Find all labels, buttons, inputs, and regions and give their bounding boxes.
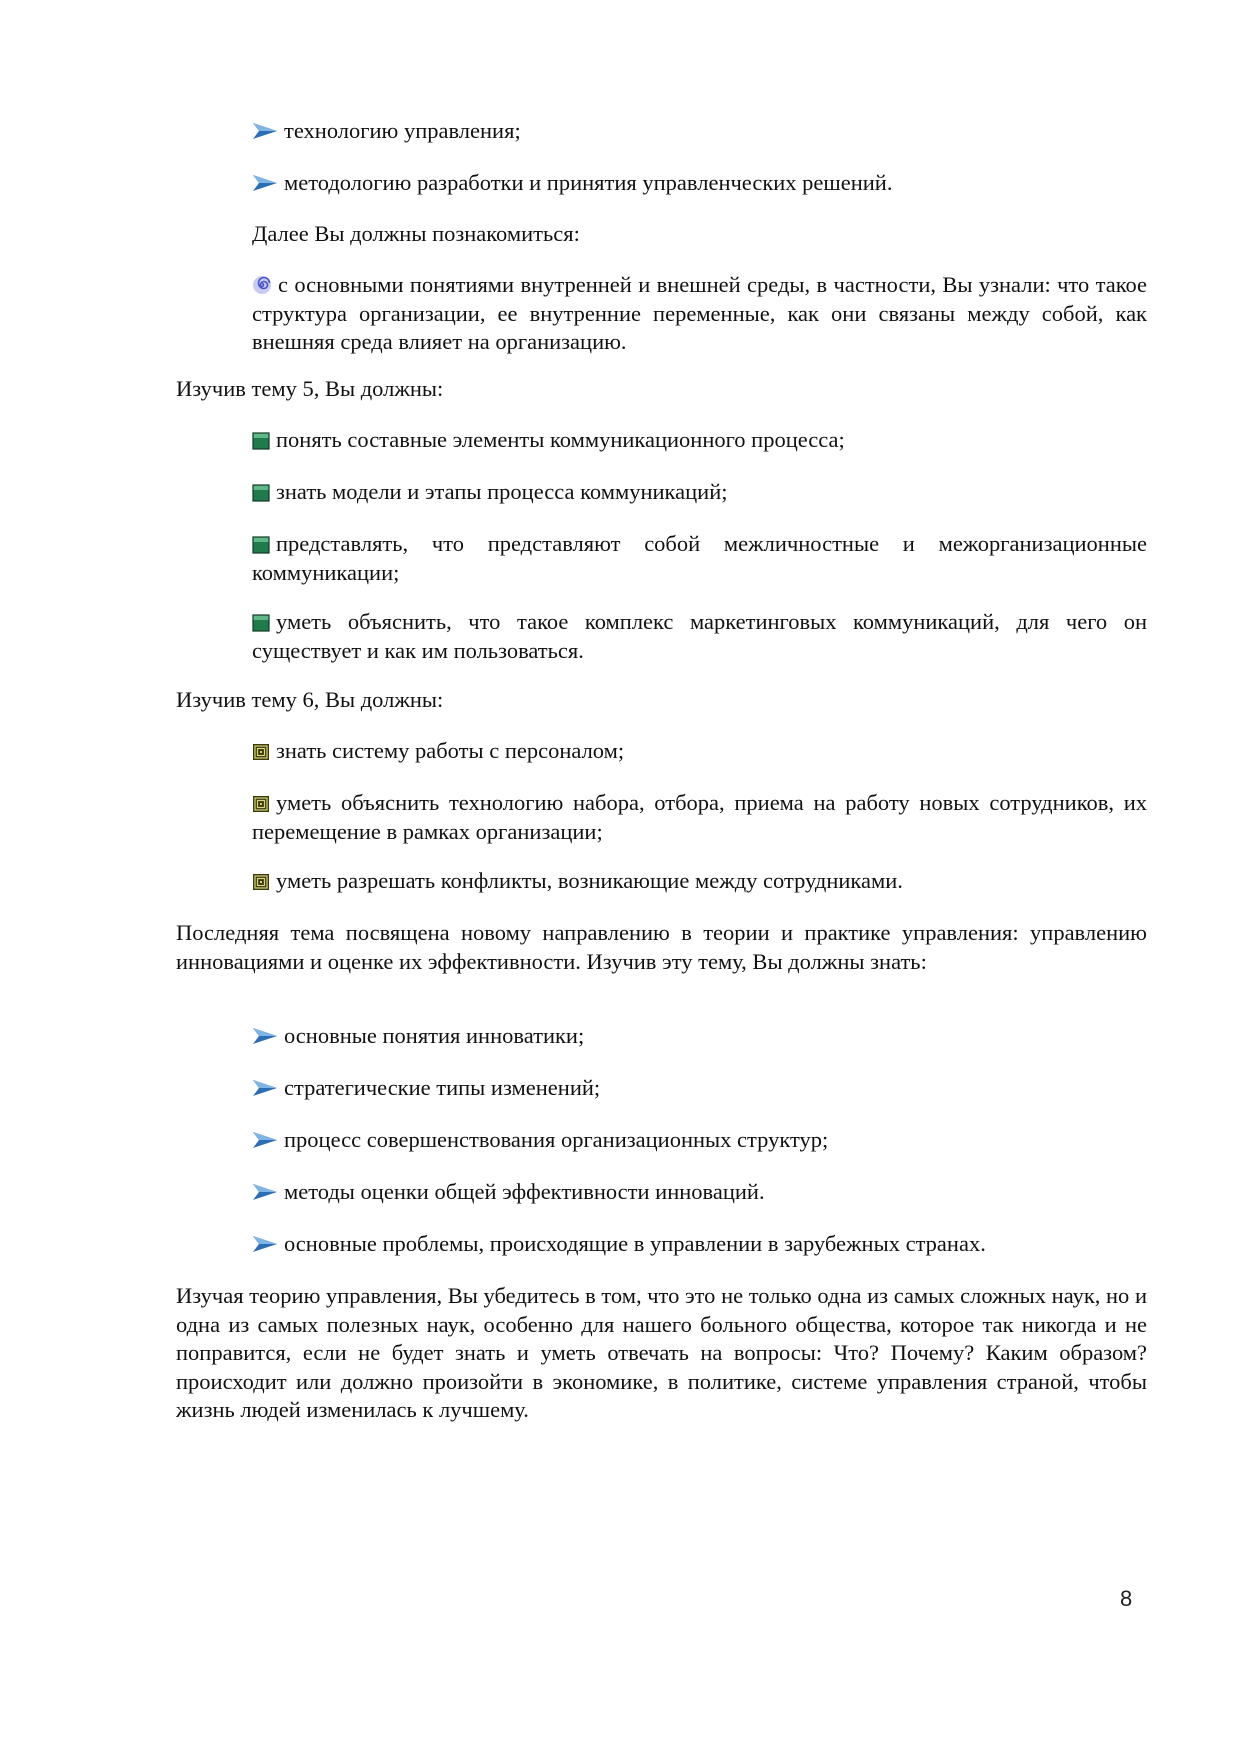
spiral-icon xyxy=(252,275,272,295)
theme6-item xyxy=(252,867,1147,896)
arrow-icon xyxy=(252,1182,278,1202)
bullet-item xyxy=(252,117,1147,146)
concentric-square-icon xyxy=(252,743,270,761)
spiral-item-text: с основными понятиями внутренней и внешней среды, в частности, Вы узнали: что такое структура организации, ее внутренние переменные, как они связаны между собой, как внешняя среда влияет на организацию. xyxy=(252,272,1147,354)
theme5-item xyxy=(252,478,1147,507)
green-square-icon xyxy=(252,536,270,554)
bullet-text: технологию управления; xyxy=(284,118,521,143)
last-theme-item xyxy=(252,1126,1147,1155)
arrow-icon xyxy=(252,1026,278,1046)
arrow-icon xyxy=(252,1130,278,1150)
arrow-icon xyxy=(252,121,278,141)
theme6-item-text: уметь объяснить технологию набора, отбора, приема на работу новых сотрудников, их перемещение в рамках организации; xyxy=(252,790,1147,844)
theme6-item-text: знать систему работы с персоналом; xyxy=(276,738,625,763)
theme6-item xyxy=(252,789,1147,846)
arrow-icon xyxy=(252,173,278,193)
intro-next: Далее Вы должны познакомиться: xyxy=(252,221,580,246)
page-number: 8 xyxy=(1120,1586,1133,1611)
last-theme-item-text: основные проблемы, происходящие в управлении в зарубежных странах. xyxy=(284,1231,986,1256)
green-square-icon xyxy=(252,432,270,450)
spiral-item xyxy=(252,271,1147,357)
last-theme-item xyxy=(252,1022,1147,1051)
last-theme-item-text: процесс совершенствования организационных структур; xyxy=(284,1127,829,1152)
green-square-icon xyxy=(252,484,270,502)
theme5-item-text: уметь объяснить, что такое комплекс маркетинговых коммуникаций, для чего он существует и как им пользоваться. xyxy=(252,609,1147,663)
arrow-icon xyxy=(252,1234,278,1254)
theme5-item-text: знать модели и этапы процесса коммуникаций; xyxy=(276,479,728,504)
theme5-item xyxy=(252,426,1147,455)
theme5-item xyxy=(252,530,1147,587)
last-theme-item xyxy=(252,1230,1147,1259)
concentric-square-icon xyxy=(252,795,270,813)
theme6-heading: Изучив тему 6, Вы должны: xyxy=(176,687,444,712)
closing-paragraph: Изучая теорию управления, Вы убедитесь в том, что это не только одна из самых сложных наук, но и одна из самых полезных наук, особенно для нашего больного общества, которое так никогда и не поправится, если не будет знать и уметь отвечать на вопросы: Что? Почему? Каким образом? происходит или должно произойти в экономике, в политике, системе управления страной, чтобы жизнь людей изменилась к лучшему. xyxy=(176,1283,1147,1422)
theme6-item xyxy=(252,737,1147,766)
theme6-item-text: уметь разрешать конфликты, возникающие между сотрудниками. xyxy=(276,868,903,893)
last-theme-item-text: основные понятия инноватики; xyxy=(284,1023,585,1048)
last-theme-item xyxy=(252,1178,1147,1207)
last-theme-paragraph: Последняя тема посвящена новому направлению в теории и практике управления: управлению инновациями и оценке их эффективности. Изучив эту тему, Вы должны знать: xyxy=(176,920,1147,974)
theme5-heading: Изучив тему 5, Вы должны: xyxy=(176,376,444,401)
concentric-square-icon xyxy=(252,873,270,891)
green-square-icon xyxy=(252,614,270,632)
bullet-text: методологию разработки и принятия управленческих решений. xyxy=(284,170,893,195)
theme5-item-text: понять составные элементы коммуникационного процесса; xyxy=(276,427,845,452)
theme5-item-text: представлять, что представляют собой межличностные и межорганизационные коммуникации; xyxy=(252,531,1147,585)
last-theme-item xyxy=(252,1074,1147,1103)
last-theme-item-text: методы оценки общей эффективности инноваций. xyxy=(284,1179,765,1204)
theme5-item xyxy=(252,608,1147,665)
last-theme-item-text: стратегические типы изменений; xyxy=(284,1075,601,1100)
arrow-icon xyxy=(252,1078,278,1098)
bullet-item xyxy=(252,169,1147,198)
